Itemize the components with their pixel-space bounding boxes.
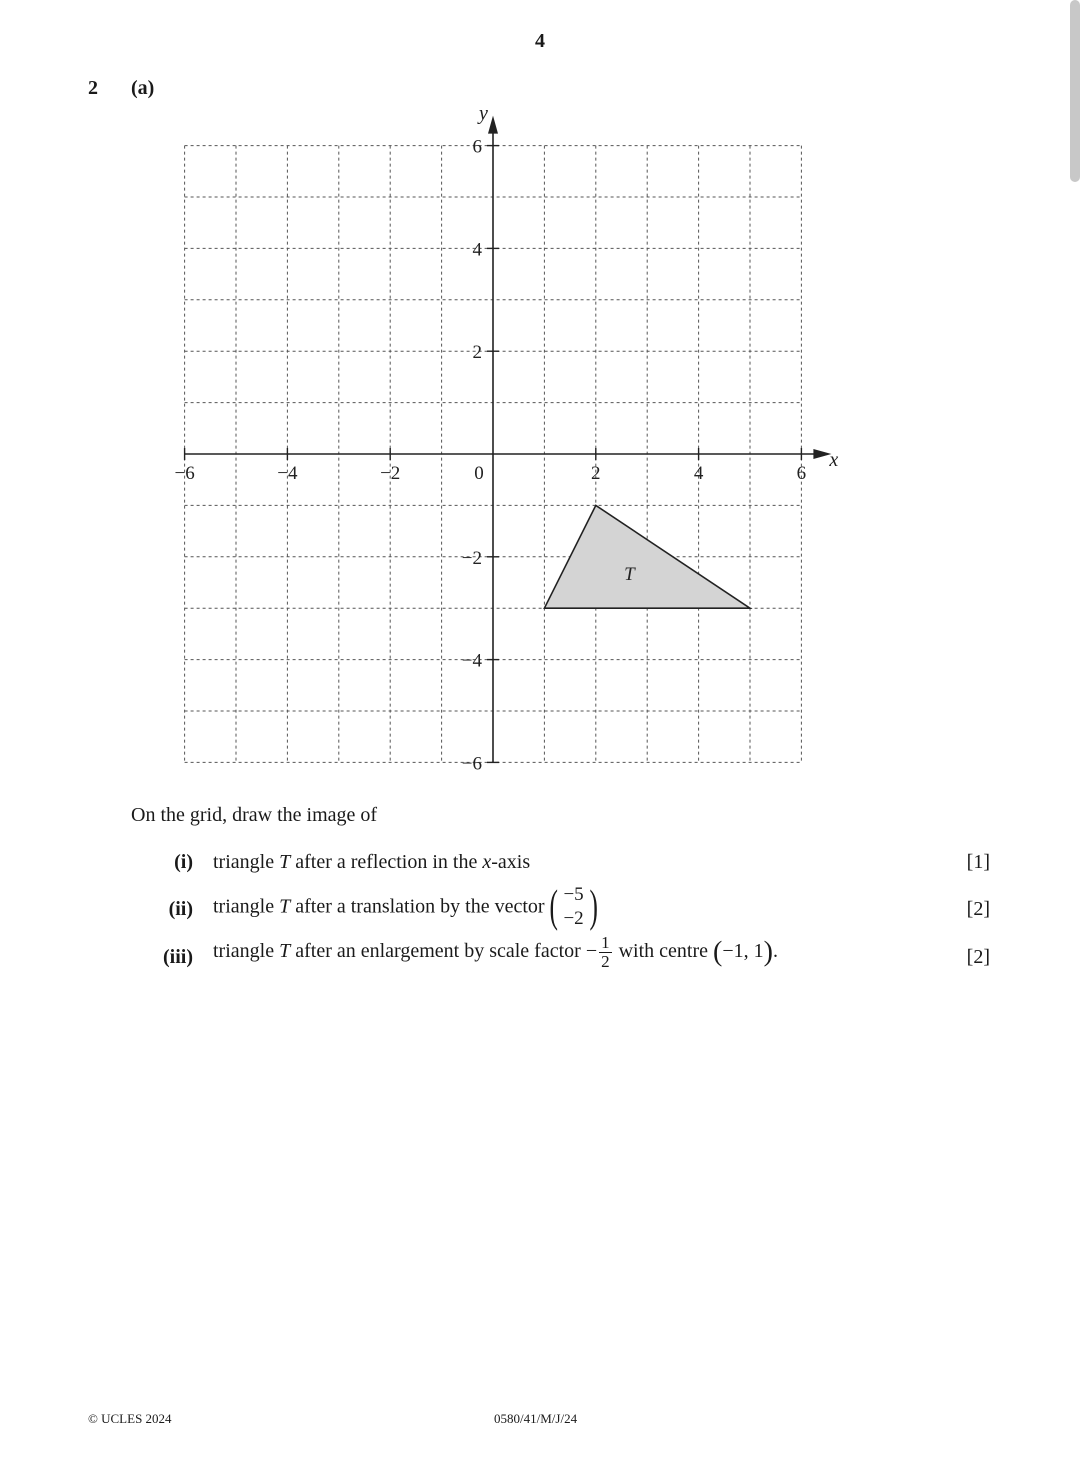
instruction-text: On the grid, draw the image of [131, 804, 378, 826]
subpart-ii-before: triangle [213, 895, 275, 918]
y-tick-label: −4 [461, 650, 482, 672]
x-tick-label: −4 [277, 463, 298, 484]
subpart-label-i: (i) [174, 851, 193, 873]
y-axis-arrow [488, 116, 498, 134]
subpart-iii-var: T [279, 940, 291, 963]
y-tick-label: −6 [461, 753, 482, 775]
x-tick-label: −2 [380, 463, 401, 484]
subpart-iii-centre-text: with centre [618, 940, 708, 963]
coordinate-grid[interactable] [150, 95, 870, 785]
triangle-label: T [624, 563, 635, 585]
subpart-i-after: after a reflection in the [295, 851, 478, 873]
vector-top-value: −5 [563, 884, 584, 905]
page-number: 4 [535, 30, 545, 52]
y-tick-label: −2 [461, 547, 482, 569]
centre-coordinates: −1, 1 [722, 940, 764, 963]
centre-right-paren: ) [763, 936, 773, 968]
subpart-iii-after: after an enlargement by scale factor [295, 940, 581, 963]
x-axis-label: x [829, 449, 839, 471]
x-tick-label: −6 [174, 463, 195, 484]
subpart-label-ii: (ii) [168, 898, 193, 920]
subpart-iii-before: triangle [213, 940, 275, 963]
scrollbar-thumb[interactable] [1070, 0, 1080, 182]
subpart-text-i [213, 851, 530, 874]
question-number: 2 [88, 77, 98, 99]
subpart-ii-var: T [279, 895, 291, 918]
subpart-label-iii: (iii) [163, 946, 193, 968]
subpart-i-axis-var: x [482, 851, 492, 873]
marks-ii: [2] [966, 898, 990, 920]
x-tick-label: 2 [591, 463, 601, 484]
marks-iii: [2] [966, 946, 990, 968]
y-tick-label: 2 [472, 342, 482, 364]
question-part-label: (a) [131, 77, 155, 99]
y-tick-label: 6 [472, 136, 482, 158]
vector-left-paren: ( [549, 880, 558, 931]
x-tick-label: 6 [796, 463, 807, 484]
scale-factor-sign: − [585, 940, 598, 963]
marks-i: [1] [966, 851, 990, 873]
centre-left-paren: ( [713, 936, 723, 968]
translation-vector [549, 880, 599, 932]
vector-right-paren: ) [589, 880, 599, 931]
subpart-iii-end: . [772, 940, 778, 963]
footer-paper-code: 0580/41/M/J/24 [494, 1411, 578, 1426]
subpart-text-ii [213, 880, 599, 932]
origin-label: 0 [474, 463, 484, 484]
fraction-numerator: 1 [601, 933, 610, 952]
y-tick-label: 4 [472, 239, 482, 261]
subpart-i-axis-suffix: -axis [491, 851, 531, 873]
y-axis-label: y [479, 102, 488, 125]
scale-factor-fraction [599, 934, 612, 971]
vector-bottom-value: −2 [563, 908, 584, 929]
x-tick-label: 4 [693, 463, 704, 484]
subpart-ii-after: after a translation by the vector [295, 895, 545, 918]
subpart-i-before: triangle [213, 851, 275, 873]
subpart-text-iii [213, 934, 778, 971]
fraction-denominator: 2 [601, 952, 610, 971]
subpart-i-var: T [279, 851, 291, 873]
footer-copyright: © UCLES 2024 [88, 1411, 172, 1426]
